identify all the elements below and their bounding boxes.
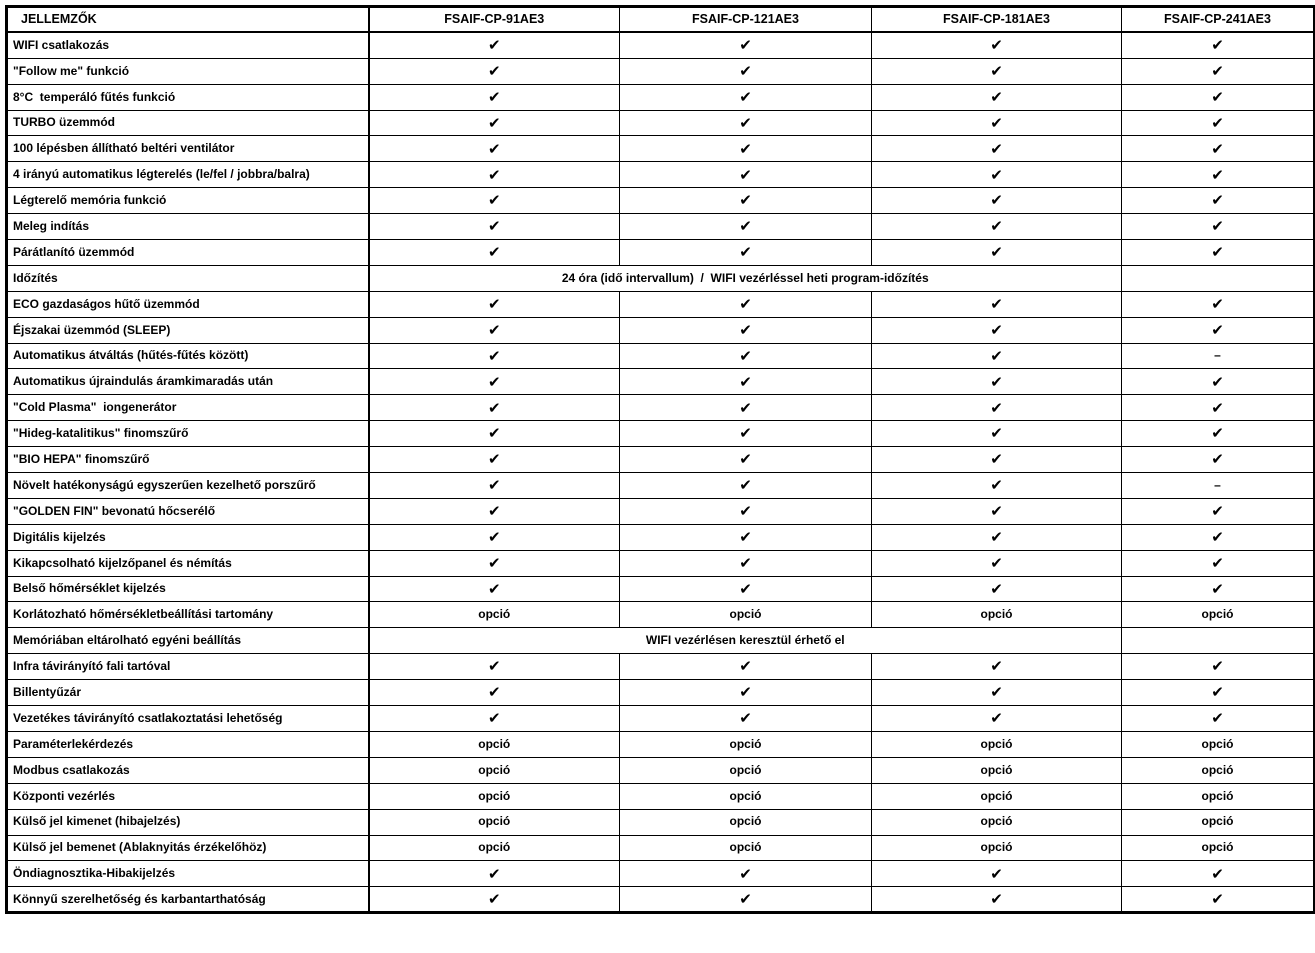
checkmark-cell: ✔ — [369, 369, 620, 395]
checkmark-cell: ✔ — [620, 473, 872, 499]
checkmark-cell: ✔ — [1122, 188, 1315, 214]
option-cell: opció — [369, 602, 620, 628]
checkmark-cell: ✔ — [369, 654, 620, 680]
checkmark-cell: ✔ — [620, 369, 872, 395]
checkmark-cell: ✔ — [369, 58, 620, 84]
checkmark-cell: ✔ — [369, 447, 620, 473]
option-cell: opció — [620, 731, 872, 757]
checkmark-cell: ✔ — [369, 706, 620, 732]
column-header-model-1: FSAIF-CP-91AE3 — [369, 7, 620, 33]
feature-label: Külső jel bemenet (Ablaknyitás érzékelőhöz) — [7, 835, 369, 861]
spec-comparison-table — [5, 5, 1315, 914]
checkmark-cell: ✔ — [1122, 887, 1315, 913]
option-cell: opció — [1122, 835, 1315, 861]
checkmark-cell: ✔ — [872, 498, 1122, 524]
checkmark-cell: ✔ — [369, 188, 620, 214]
table-row — [7, 58, 1315, 84]
option-cell: opció — [620, 835, 872, 861]
table-row — [7, 524, 1315, 550]
option-cell: opció — [1122, 783, 1315, 809]
option-cell: opció — [1122, 757, 1315, 783]
checkmark-cell: ✔ — [620, 110, 872, 136]
option-cell: opció — [369, 783, 620, 809]
table-row — [7, 706, 1315, 732]
table-row — [7, 576, 1315, 602]
option-cell: opció — [1122, 809, 1315, 835]
checkmark-cell: ✔ — [620, 421, 872, 447]
checkmark-cell: ✔ — [620, 162, 872, 188]
checkmark-cell: ✔ — [872, 214, 1122, 240]
option-cell: opció — [620, 757, 872, 783]
checkmark-cell: ✔ — [1122, 706, 1315, 732]
header-row — [7, 7, 1315, 33]
table-row — [7, 317, 1315, 343]
option-cell: opció — [620, 783, 872, 809]
column-header-model-3: FSAIF-CP-181AE3 — [872, 7, 1122, 33]
feature-label: WIFI csatlakozás — [7, 32, 369, 58]
checkmark-cell: ✔ — [872, 550, 1122, 576]
checkmark-cell: ✔ — [369, 291, 620, 317]
feature-label: Párátlanító üzemmód — [7, 240, 369, 266]
checkmark-cell: ✔ — [369, 84, 620, 110]
checkmark-cell: ✔ — [620, 58, 872, 84]
table-row — [7, 136, 1315, 162]
option-cell: opció — [872, 757, 1122, 783]
checkmark-cell: ✔ — [369, 576, 620, 602]
table-row — [7, 395, 1315, 421]
checkmark-cell: ✔ — [620, 343, 872, 369]
checkmark-cell: ✔ — [872, 680, 1122, 706]
checkmark-cell: ✔ — [1122, 291, 1315, 317]
option-cell: opció — [620, 809, 872, 835]
table-row — [7, 110, 1315, 136]
checkmark-cell: ✔ — [1122, 58, 1315, 84]
option-cell: opció — [369, 835, 620, 861]
checkmark-cell: ✔ — [620, 447, 872, 473]
feature-label: "Cold Plasma" iongenerátor — [7, 395, 369, 421]
empty-cell — [1122, 628, 1315, 654]
feature-label: Korlátozható hőmérsékletbeállítási tartomány — [7, 602, 369, 628]
checkmark-cell: ✔ — [1122, 498, 1315, 524]
checkmark-cell: ✔ — [620, 136, 872, 162]
checkmark-cell: ✔ — [872, 84, 1122, 110]
checkmark-cell: ✔ — [1122, 317, 1315, 343]
checkmark-cell: ✔ — [369, 240, 620, 266]
checkmark-cell: ✔ — [369, 110, 620, 136]
option-cell: opció — [872, 731, 1122, 757]
feature-label: Meleg indítás — [7, 214, 369, 240]
checkmark-cell: ✔ — [872, 369, 1122, 395]
checkmark-cell: ✔ — [620, 550, 872, 576]
checkmark-cell: ✔ — [620, 861, 872, 887]
checkmark-cell: ✔ — [620, 524, 872, 550]
checkmark-cell: ✔ — [620, 317, 872, 343]
merged-note-cell: 24 óra (idő intervallum) / WIFI vezérléssel heti program-időzítés — [369, 265, 1122, 291]
checkmark-cell: ✔ — [1122, 524, 1315, 550]
table-row — [7, 680, 1315, 706]
checkmark-cell: ✔ — [1122, 654, 1315, 680]
feature-label: 100 lépésben állítható beltéri ventilátor — [7, 136, 369, 162]
checkmark-cell: ✔ — [1122, 421, 1315, 447]
table-row — [7, 498, 1315, 524]
table-row — [7, 602, 1315, 628]
table-row — [7, 343, 1315, 369]
option-cell: opció — [369, 731, 620, 757]
feature-label: TURBO üzemmód — [7, 110, 369, 136]
checkmark-cell: ✔ — [369, 214, 620, 240]
table-row — [7, 783, 1315, 809]
checkmark-cell: ✔ — [872, 861, 1122, 887]
feature-label: Digitális kijelzés — [7, 524, 369, 550]
column-header-model-2: FSAIF-CP-121AE3 — [620, 7, 872, 33]
checkmark-cell: ✔ — [369, 421, 620, 447]
checkmark-cell: ✔ — [620, 576, 872, 602]
feature-label: Légterelő memória funkció — [7, 188, 369, 214]
feature-label: ECO gazdaságos hűtő üzemmód — [7, 291, 369, 317]
option-cell: opció — [1122, 602, 1315, 628]
checkmark-cell: ✔ — [369, 395, 620, 421]
checkmark-cell: ✔ — [620, 706, 872, 732]
table-row — [7, 757, 1315, 783]
option-cell: opció — [620, 602, 872, 628]
feature-label: 4 irányú automatikus légterelés (le/fel / jobbra/balra) — [7, 162, 369, 188]
feature-label: "Follow me" funkció — [7, 58, 369, 84]
checkmark-cell: ✔ — [1122, 32, 1315, 58]
feature-label: Öndiagnosztika-Hibakijelzés — [7, 861, 369, 887]
checkmark-cell: ✔ — [620, 395, 872, 421]
table-row — [7, 291, 1315, 317]
dash-cell: – — [1122, 473, 1315, 499]
checkmark-cell: ✔ — [1122, 240, 1315, 266]
merged-note-cell: WIFI vezérlésen keresztül érhető el — [369, 628, 1122, 654]
checkmark-cell: ✔ — [872, 136, 1122, 162]
checkmark-cell: ✔ — [369, 317, 620, 343]
checkmark-cell: ✔ — [369, 32, 620, 58]
checkmark-cell: ✔ — [872, 110, 1122, 136]
feature-label: "Hideg-katalitikus" finomszűrő — [7, 421, 369, 447]
table-row — [7, 809, 1315, 835]
checkmark-cell: ✔ — [620, 84, 872, 110]
checkmark-cell: ✔ — [369, 550, 620, 576]
checkmark-cell: ✔ — [369, 498, 620, 524]
checkmark-cell: ✔ — [872, 343, 1122, 369]
option-cell: opció — [1122, 731, 1315, 757]
feature-label: Időzítés — [7, 265, 369, 291]
checkmark-cell: ✔ — [1122, 550, 1315, 576]
table-row — [7, 369, 1315, 395]
checkmark-cell: ✔ — [369, 136, 620, 162]
checkmark-cell: ✔ — [620, 498, 872, 524]
table-row — [7, 731, 1315, 757]
checkmark-cell: ✔ — [872, 240, 1122, 266]
option-cell: opció — [872, 809, 1122, 835]
option-cell: opció — [872, 783, 1122, 809]
checkmark-cell: ✔ — [369, 680, 620, 706]
checkmark-cell: ✔ — [872, 524, 1122, 550]
checkmark-cell: ✔ — [1122, 861, 1315, 887]
checkmark-cell: ✔ — [369, 861, 620, 887]
checkmark-cell: ✔ — [872, 395, 1122, 421]
option-cell: opció — [369, 757, 620, 783]
empty-cell — [1122, 265, 1315, 291]
table-row — [7, 84, 1315, 110]
checkmark-cell: ✔ — [620, 214, 872, 240]
checkmark-cell: ✔ — [620, 32, 872, 58]
table-row — [7, 654, 1315, 680]
checkmark-cell: ✔ — [872, 576, 1122, 602]
checkmark-cell: ✔ — [872, 32, 1122, 58]
checkmark-cell: ✔ — [369, 887, 620, 913]
checkmark-cell: ✔ — [620, 887, 872, 913]
feature-label: Könnyű szerelhetőség és karbantarthatóság — [7, 887, 369, 913]
feature-label: Automatikus újraindulás áramkimaradás után — [7, 369, 369, 395]
feature-label: Memóriában eltárolható egyéni beállítás — [7, 628, 369, 654]
checkmark-cell: ✔ — [872, 421, 1122, 447]
checkmark-cell: ✔ — [1122, 447, 1315, 473]
feature-label: "GOLDEN FIN" bevonatú hőcserélő — [7, 498, 369, 524]
feature-label: Központi vezérlés — [7, 783, 369, 809]
checkmark-cell: ✔ — [872, 188, 1122, 214]
feature-label: Külső jel kimenet (hibajelzés) — [7, 809, 369, 835]
checkmark-cell: ✔ — [1122, 214, 1315, 240]
feature-label: Növelt hatékonyságú egyszerűen kezelhető porszűrő — [7, 473, 369, 499]
checkmark-cell: ✔ — [620, 680, 872, 706]
table-row — [7, 861, 1315, 887]
checkmark-cell: ✔ — [620, 240, 872, 266]
checkmark-cell: ✔ — [620, 654, 872, 680]
checkmark-cell: ✔ — [620, 188, 872, 214]
option-cell: opció — [872, 602, 1122, 628]
feature-label: Modbus csatlakozás — [7, 757, 369, 783]
option-cell: opció — [369, 809, 620, 835]
feature-label: Kikapcsolható kijelzőpanel és némítás — [7, 550, 369, 576]
checkmark-cell: ✔ — [1122, 162, 1315, 188]
feature-label: "BIO HEPA" finomszűrő — [7, 447, 369, 473]
table-row — [7, 550, 1315, 576]
table-row — [7, 162, 1315, 188]
table-row — [7, 265, 1315, 291]
checkmark-cell: ✔ — [1122, 84, 1315, 110]
feature-label: 8°C temperáló fűtés funkció — [7, 84, 369, 110]
feature-label: Billentyűzár — [7, 680, 369, 706]
checkmark-cell: ✔ — [872, 473, 1122, 499]
table-body — [7, 32, 1315, 912]
checkmark-cell: ✔ — [1122, 680, 1315, 706]
table-row — [7, 447, 1315, 473]
checkmark-cell: ✔ — [1122, 576, 1315, 602]
checkmark-cell: ✔ — [872, 58, 1122, 84]
checkmark-cell: ✔ — [1122, 110, 1315, 136]
feature-label: Infra távirányító fali tartóval — [7, 654, 369, 680]
checkmark-cell: ✔ — [872, 654, 1122, 680]
feature-label: Vezetékes távirányító csatlakoztatási lehetőség — [7, 706, 369, 732]
checkmark-cell: ✔ — [1122, 369, 1315, 395]
checkmark-cell: ✔ — [369, 473, 620, 499]
feature-label: Automatikus átváltás (hűtés-fűtés között) — [7, 343, 369, 369]
table-row — [7, 628, 1315, 654]
table-header — [7, 7, 1315, 33]
table-row — [7, 32, 1315, 58]
checkmark-cell: ✔ — [1122, 395, 1315, 421]
feature-label: Paraméterlekérdezés — [7, 731, 369, 757]
checkmark-cell: ✔ — [620, 291, 872, 317]
checkmark-cell: ✔ — [369, 162, 620, 188]
table-row — [7, 473, 1315, 499]
checkmark-cell: ✔ — [872, 162, 1122, 188]
column-header-model-4: FSAIF-CP-241AE3 — [1122, 7, 1315, 33]
checkmark-cell: ✔ — [872, 706, 1122, 732]
checkmark-cell: ✔ — [872, 887, 1122, 913]
checkmark-cell: ✔ — [872, 291, 1122, 317]
table-row — [7, 240, 1315, 266]
checkmark-cell: ✔ — [872, 317, 1122, 343]
dash-cell: – — [1122, 343, 1315, 369]
table-row — [7, 421, 1315, 447]
checkmark-cell: ✔ — [369, 343, 620, 369]
checkmark-cell: ✔ — [872, 447, 1122, 473]
table-row — [7, 214, 1315, 240]
checkmark-cell: ✔ — [369, 524, 620, 550]
feature-label: Éjszakai üzemmód (SLEEP) — [7, 317, 369, 343]
column-header-features: JELLEMZŐK — [7, 7, 369, 33]
feature-label: Belső hőmérséklet kijelzés — [7, 576, 369, 602]
checkmark-cell: ✔ — [1122, 136, 1315, 162]
table-row — [7, 188, 1315, 214]
option-cell: opció — [872, 835, 1122, 861]
table-row — [7, 887, 1315, 913]
table-row — [7, 835, 1315, 861]
